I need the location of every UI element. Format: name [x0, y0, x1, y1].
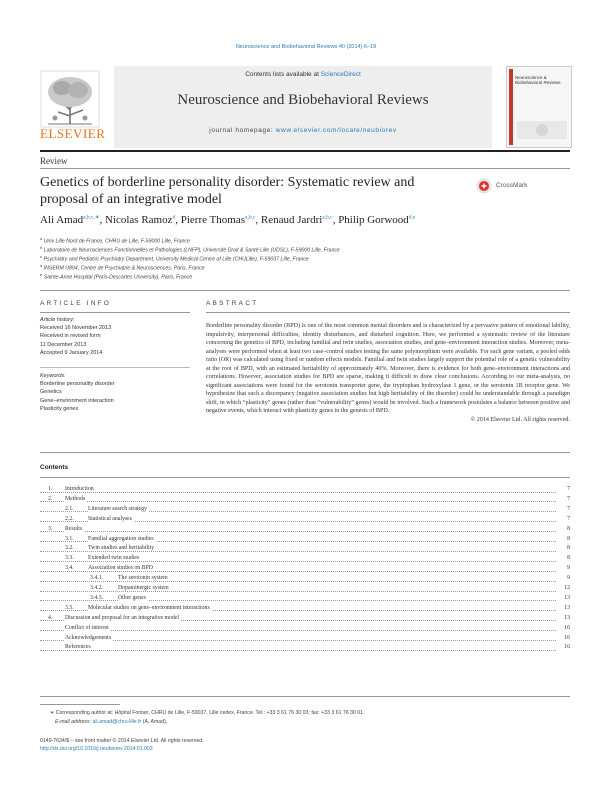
- toc-page-number: 8: [567, 545, 570, 552]
- toc-entry[interactable]: [40, 575, 570, 584]
- abstract-text: Borderline personality disorder (BPD) is one of the most common mental disorders and is characterized by a pervasive pattern of emotional lability, impulsivity, interpersonal difficulties, identity disturbances, and disturbed cognition. Here, we performed a systematic review of the literature concerning the genetics of BPD, including familial and twin studies, association studies, and gene–environment interaction studies. Moreover, meta-analyses were performed when at least two case–control studies testing the same polymorphism were available. For each gene variant, a pooled odds ratio (OR) was calculated using fixed or random effects models. Familial and twin studies largely support the potential role of a genetic vulnerability at the root of BPD, with an estimated heritability of approximately 40%. Moreover, there is evidence for both gene–environment interactions and correlations. However, association studies for BPD are sparse, making it difficult to draw clear conclusions. According to our meta-analysis, no significant associations were found for the serotonin transporter gene, the tryptophan hydroxylase 1 gene, or the serotonin 1B receptor gene. We hypothesize that such a discrepancy (negative association studies but high heritability of the disorder) could be understandable through a paradigm shift, in which “plasticity” genes (rather than “vulnerability” genes) would be involved. Such a framework postulates a balance between positive and negative events, which interact with plasticity genes in the genesis of BPD.: [206, 323, 570, 414]
- toc-page-number: 7: [567, 515, 570, 522]
- toc-title: Extended twin studies: [88, 555, 140, 562]
- toc-number: 2.2.: [65, 515, 74, 522]
- history-item: Received in revised form: [40, 333, 101, 340]
- toc-number: 3.4.: [65, 565, 74, 572]
- toc-title: Association studies on BPD: [88, 565, 153, 572]
- footnote-rule: [40, 704, 120, 705]
- toc-entry[interactable]: [40, 585, 570, 594]
- email-link[interactable]: ali.amad@chru-lille.fr: [92, 719, 142, 725]
- keyword: Plasticity genes: [40, 405, 79, 412]
- toc-number: 1.: [48, 486, 53, 492]
- crossmark-icon: [476, 178, 492, 194]
- type-rule: [40, 168, 570, 169]
- author[interactable]: Nicolas Ramoz$^d$: [104, 214, 176, 226]
- journal-cover-thumbnail: [506, 66, 572, 148]
- toc-number: 2.1.: [65, 505, 74, 512]
- contents-heading: Contents: [40, 464, 69, 471]
- toc-number: 3.2.: [65, 545, 74, 552]
- contents-availability: [114, 71, 492, 78]
- info-rule: [40, 312, 190, 313]
- publisher-wordmark: ELSEVIER: [40, 126, 106, 141]
- toc-number: 3.: [48, 525, 53, 532]
- toc-title: Twin studies and heritability: [88, 545, 155, 552]
- toc-entry[interactable]: [40, 635, 570, 644]
- masthead-rule: [40, 150, 570, 152]
- toc-page-number: 16: [564, 634, 570, 641]
- article-info-heading: ARTICLE INFO: [40, 300, 112, 307]
- toc-entry[interactable]: [40, 644, 570, 653]
- keyword: Borderline personality disorder: [40, 381, 115, 388]
- toc-title: Statistical analyses: [88, 515, 132, 522]
- affiliation: $^a$ Univ Lille Nord de France, CHRU de Lille, F-59000 Lille, France: [40, 236, 190, 245]
- affiliation: $^d$ INSERM U894, Centre de Psychiatrie & Neurosciences, Paris, France: [40, 263, 205, 272]
- toc-number: 3.4.1.: [90, 575, 104, 582]
- homepage-link[interactable]: www.elsevier.com/locate/neubiorev: [275, 127, 397, 134]
- toc-entry[interactable]: [40, 625, 570, 634]
- toc-number: 3.3.: [65, 555, 74, 562]
- toc-entry[interactable]: [40, 595, 570, 604]
- crossmark-badge[interactable]: [476, 178, 546, 194]
- toc-title: The serotonin system: [118, 575, 168, 582]
- toc-leader-dots: [40, 640, 556, 641]
- toc-title: Results: [65, 525, 83, 532]
- corresponding-author-note: ∗ Corresponding author at: Hôpital Fontan, CHRU de Lille, F-59037, Lille cedex, France. Tel.: +33 3 61 76 30 03; fax: +33 3 61 76 30 01.: [50, 710, 365, 716]
- toc-title: Literature search strategy: [88, 505, 147, 512]
- toc-page-number: 9: [567, 575, 570, 582]
- toc-leader-dots: [40, 492, 556, 493]
- toc-entry[interactable]: [40, 486, 570, 495]
- article-type: Review: [40, 156, 68, 166]
- keyword: Genetics: [40, 389, 62, 396]
- author[interactable]: Pierre Thomas$^{a,b,c}$: [180, 214, 256, 226]
- toc-page-number: 9: [567, 565, 570, 572]
- toc-leader-dots: [40, 630, 556, 631]
- toc-title: References: [65, 644, 91, 651]
- toc-entry[interactable]: [40, 496, 570, 505]
- toc-page-number: 16: [564, 624, 570, 631]
- toc-title: Introduction: [65, 486, 94, 492]
- toc-entry[interactable]: [40, 516, 570, 525]
- toc-entry[interactable]: [40, 605, 570, 614]
- toc-title: Molecular studies on gene–environment interactions: [88, 604, 210, 611]
- toc-number: 4.: [48, 614, 53, 621]
- author-list: Ali Amad$^{a,b,c,∗}$, Nicolas Ramoz$^d$, Pierre Thomas$^{a,b,c}$, Renaud Jardri$^{a,b,c}$, Philip Gorwood$^{d,e}$: [40, 214, 416, 226]
- toc-entry[interactable]: [40, 545, 570, 554]
- author[interactable]: Philip Gorwood$^{d,e}$: [338, 214, 416, 226]
- history-item: 11 December 2013: [40, 341, 87, 348]
- toc-page-number: 13: [564, 614, 570, 621]
- toc-page-number: 8: [567, 525, 570, 532]
- history-item: Received 16 November 2013: [40, 325, 112, 332]
- toc-entry[interactable]: [40, 565, 570, 574]
- toc-entry[interactable]: [40, 526, 570, 535]
- homepage-prefix: journal homepage:: [209, 127, 276, 134]
- toc-entry[interactable]: [40, 536, 570, 545]
- abstract-heading: ABSTRACT: [206, 300, 259, 307]
- toc-entry[interactable]: [40, 615, 570, 624]
- toc-title: Conflict of interest: [65, 624, 109, 631]
- email-note: E-mail address: ali.amad@chru-lille.fr (A. Amad).: [55, 719, 168, 725]
- toc-page-number: 16: [564, 644, 570, 651]
- toc-page-number: 12: [564, 585, 570, 591]
- toc-page-number: 7: [567, 505, 570, 512]
- running-header[interactable]: Neuroscience and Biobehavioral Reviews 40 (2014) 6–19: [235, 44, 377, 50]
- history-item: Accepted 9 January 2014: [40, 349, 103, 356]
- toc-entry[interactable]: [40, 506, 570, 515]
- toc-page-number: 13: [564, 604, 570, 611]
- toc-title: Acknowledgements: [65, 634, 112, 641]
- toc-title: Methods: [65, 495, 86, 502]
- toc-page-number: 7: [567, 486, 570, 492]
- toc-number: 2.: [48, 495, 53, 502]
- journal-masthead: [40, 66, 570, 148]
- toc-number: 3.4.3.: [90, 594, 104, 601]
- contents-bottom-rule: [40, 696, 570, 697]
- author[interactable]: Ali Amad$^{a,b,c,∗}$: [40, 214, 100, 226]
- article-info: [40, 316, 190, 413]
- keywords-label: Keywords:: [40, 373, 66, 380]
- keyword: Gene–environment interaction: [40, 397, 114, 404]
- abstract-body: [206, 322, 570, 424]
- toc-number: 3.4.2.: [90, 585, 104, 591]
- sciencedirect-link[interactable]: ScienceDirect: [320, 71, 361, 78]
- toc-leader-dots: [40, 501, 556, 502]
- toc-title: Other genes: [118, 594, 146, 601]
- author[interactable]: Renaud Jardri$^{a,b,c}$: [260, 214, 333, 226]
- abstract-rule: [206, 312, 570, 313]
- article-title: Genetics of borderline personality disorder: Systematic review and proposal of an integrative model: [40, 175, 415, 207]
- toc-number: 3.5.: [65, 604, 74, 611]
- toc-page-number: 8: [567, 555, 570, 562]
- toc-title: Discussion and proposal for an integrative model: [65, 614, 179, 621]
- toc-page-number: 7: [567, 495, 570, 502]
- info-divider: [40, 357, 190, 368]
- toc-leader-dots: [40, 531, 556, 532]
- doi-link[interactable]: http://dx.doi.org/10.1016/j.neubiorev.2014.01.003: [40, 746, 153, 752]
- contents-top-rule: [40, 452, 570, 453]
- journal-homepage: [114, 127, 492, 134]
- journal-title: Neuroscience and Biobehavioral Reviews: [177, 92, 429, 108]
- toc-page-number: 8: [567, 535, 570, 542]
- affiliation: $^b$ Laboratoire de Neurosciences Fonctionnelles et Pathologies (LNFP), Université Droit & Santé Lille (UDSL), F-59000 Lille, France: [40, 245, 340, 254]
- toc-title: Dopaminergic system: [118, 585, 169, 591]
- cover-title: Neuroscience & Biobehavioral Reviews: [515, 75, 561, 86]
- toc-page-number: 13: [564, 594, 570, 601]
- masthead-banner: [114, 66, 492, 148]
- issn-line: 0149-7634/$ – see front matter © 2014 Elsevier Ltd. All rights reserved.: [40, 738, 204, 744]
- front-matter-rule: [40, 290, 570, 291]
- toc-entry[interactable]: [40, 555, 570, 564]
- toc-number: 3.1.: [65, 535, 74, 542]
- affiliation: $^c$ Psychiatry and Pediatric Psychiatry Department, University Medical Centre of Lille (CHULille), F-59037 Lille, France: [40, 254, 309, 263]
- email-label: E-mail address:: [55, 719, 93, 725]
- toc-title: Familial aggregation studies: [88, 535, 154, 542]
- abstract-copyright: © 2014 Elsevier Ltd. All rights reserved.: [470, 416, 570, 423]
- crossmark-label: CrossMark: [496, 182, 528, 189]
- affiliation: $^e$ Sainte-Anne Hospital (Paris-Descartes University), Paris, France: [40, 272, 193, 281]
- toc-leader-dots: [40, 650, 556, 651]
- history-label: Article history:: [40, 317, 75, 323]
- contents-prefix: Contents lists available at: [245, 71, 321, 78]
- contents-rule: [40, 477, 570, 478]
